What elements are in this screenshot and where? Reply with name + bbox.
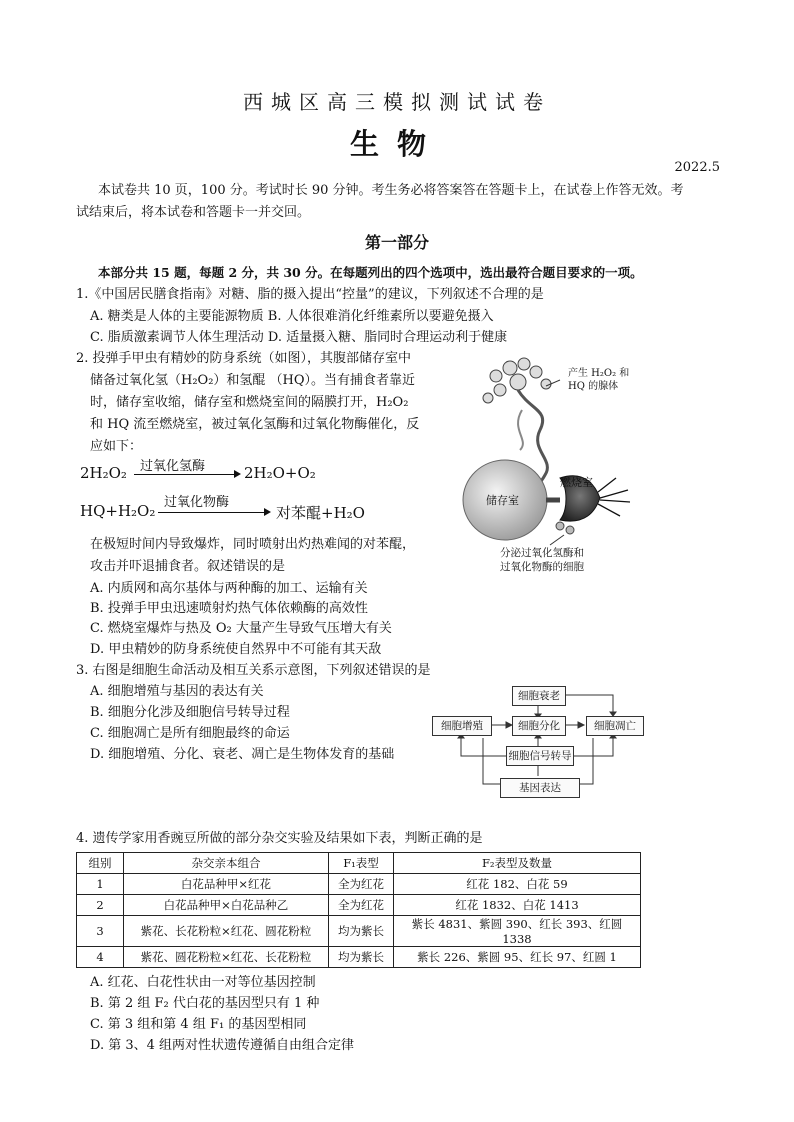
q2-option-b: B. 投弹手甲虫迅速喷射灼热气体依赖酶的高效性	[90, 601, 368, 616]
table-cell: 3	[77, 916, 124, 947]
subject-title: 生物	[349, 127, 444, 161]
fig-chamber-label: 燃烧室	[560, 476, 593, 489]
eq2-reactant: HQ+H₂O₂	[80, 502, 156, 520]
table-cell: 均为紫长	[329, 916, 394, 947]
q1-stem: 1.《中国居民膳食指南》对糖、脂的摄入提出“控量”的建议，下列叙述不合理的是	[76, 287, 544, 302]
q2-line-3: 时，储存室收缩，储存室和燃烧室间的隔膜打开，H₂O₂	[90, 395, 409, 410]
table-row	[77, 895, 641, 916]
fig-cell-label-1: 分泌过氧化氢酶和	[500, 547, 584, 559]
fig-gland-label-1: 产生 H₂O₂ 和	[568, 368, 630, 379]
eq1-reactant: 2H₂O₂	[80, 464, 127, 482]
q4-option-c: C. 第 3 组和第 4 组 F₁ 的基因型相同	[90, 1017, 307, 1032]
box-cell-aging: 细胞衰老	[512, 686, 566, 706]
hybridization-table	[76, 852, 641, 968]
box-cell-proliferation: 细胞增殖	[432, 716, 492, 736]
table-cell: 均为紫长	[329, 947, 394, 968]
eq1-product: 2H₂O+O₂	[244, 464, 316, 482]
exam-title: 西城区高三模拟测试试卷	[243, 90, 551, 114]
eq2-enzyme: 过氧化物酶	[164, 495, 230, 510]
eq1-enzyme: 过氧化氢酶	[140, 459, 206, 474]
intro-line-1: 本试卷共 10 页，100 分。考试时长 90 分钟。考生务必将答案答在答题卡上，在试卷上作答无效。考	[98, 183, 684, 198]
table-header: F₁表型	[329, 853, 394, 874]
table-cell: 紫花、长花粉粒×红花、圆花粉粒	[124, 916, 329, 947]
q3-option-c: C. 细胞凋亡是所有细胞最终的命运	[90, 726, 290, 741]
q1-options-ab: A. 糖类是人体的主要能源物质 B. 人体很难消化纤维素所以要避免摄入	[90, 309, 494, 324]
eq2-arrowhead	[264, 508, 271, 516]
box-gene-expression: 基因表达	[500, 778, 580, 798]
q4-option-d: D. 第 3、4 组两对性状遗传遵循自由组合定律	[90, 1038, 355, 1053]
fig-storage-label: 储存室	[486, 494, 519, 507]
q2-option-a: A. 内质网和高尔基体与两种酶的加工、运输有关	[90, 581, 368, 596]
q4-option-b: B. 第 2 组 F₂ 代白花的基因型只有 1 种	[90, 996, 320, 1011]
table-cell: 4	[77, 947, 124, 968]
table-cell: 紫长 4831、紫圆 390、红长 393、红圆 1338	[394, 916, 641, 947]
box-cell-apoptosis: 细胞凋亡	[586, 716, 644, 736]
table-cell: 2	[77, 895, 124, 916]
q2-line-5: 应如下：	[90, 439, 143, 454]
table-cell: 1	[77, 874, 124, 895]
q2-line-6: 在极短时间内导致爆炸，同时喷射出灼热难闻的对苯醌，	[90, 537, 416, 552]
table-cell: 红花 182、白花 59	[394, 874, 641, 895]
table-row	[77, 916, 641, 947]
section-title: 第一部分	[364, 233, 429, 252]
fig-cell-label-2: 过氧化物酶的细胞	[500, 561, 584, 573]
eq2-arrow	[158, 512, 266, 513]
eq1-arrow	[134, 474, 236, 475]
box-cell-signaling: 细胞信号转导	[506, 746, 574, 766]
table-header: F₂表型及数量	[394, 853, 641, 874]
table-cell: 红花 1832、白花 1413	[394, 895, 641, 916]
section-instructions: 本部分共 15 题，每题 2 分，共 30 分。在每题列出的四个选项中，选出最符合题目要求的一项。	[98, 265, 643, 280]
table-row	[77, 947, 641, 968]
eq2-product: 对苯醌+H₂O	[276, 504, 365, 522]
q2-option-d: D. 甲虫精妙的防身系统使自然界中不可能有其天敌	[90, 642, 382, 657]
q2-line-7: 攻击并吓退捕食者。叙述错误的是	[90, 559, 286, 574]
table-row	[77, 874, 641, 895]
box-cell-differentiation: 细胞分化	[512, 716, 566, 736]
table-cell: 白花品种甲×红花	[124, 874, 329, 895]
q2-line-4: 和 HQ 流至燃烧室，被过氧化氢酶和过氧化物酶催化，反	[90, 417, 420, 432]
table-header-row	[77, 853, 641, 874]
q1-options-cd: C. 脂质激素调节人体生理活动 D. 适量摄入糖、脂同时合理运动利于健康	[90, 330, 508, 345]
q3-option-b: B. 细胞分化涉及细胞信号转导过程	[90, 705, 290, 720]
intro-line-2: 试结束后，将本试卷和答题卡一并交回。	[76, 205, 311, 220]
fig-gland-label-2: HQ 的腺体	[568, 381, 619, 392]
table-cell: 紫花、圆花粉粒×红花、长花粉粒	[124, 947, 329, 968]
table-header: 组别	[77, 853, 124, 874]
table-cell: 全为红花	[329, 874, 394, 895]
q3-stem: 3. 右图是细胞生命活动及相互关系示意图，下列叙述错误的是	[76, 663, 431, 678]
q3-option-a: A. 细胞增殖与基因的表达有关	[90, 684, 264, 699]
table-header: 杂交亲本组合	[124, 853, 329, 874]
table-cell: 紫长 226、紫圆 95、红长 97、红圆 1	[394, 947, 641, 968]
table-cell: 全为红花	[329, 895, 394, 916]
q2-option-c: C. 燃烧室爆炸与热及 O₂ 大量产生导致气压增大有关	[90, 621, 392, 636]
q2-line-2: 储备过氧化氢（H₂O₂）和氢醌 （HQ）。当有捕食者靠近	[90, 373, 416, 388]
q3-option-d: D. 细胞增殖、分化、衰老、凋亡是生物体发育的基础	[90, 747, 395, 762]
eq1-arrowhead	[234, 470, 241, 478]
q2-line-1: 2. 投弹手甲虫有精妙的防身系统（如图），其腹部储存室中	[76, 351, 412, 366]
exam-date: 2022.5	[674, 160, 720, 175]
q4-option-a: A. 红花、白花性状由一对等位基因控制	[90, 975, 316, 990]
q4-stem: 4. 遗传学家用香豌豆所做的部分杂交实验及结果如下表，判断正确的是	[76, 831, 483, 846]
table-cell: 白花品种甲×白花品种乙	[124, 895, 329, 916]
